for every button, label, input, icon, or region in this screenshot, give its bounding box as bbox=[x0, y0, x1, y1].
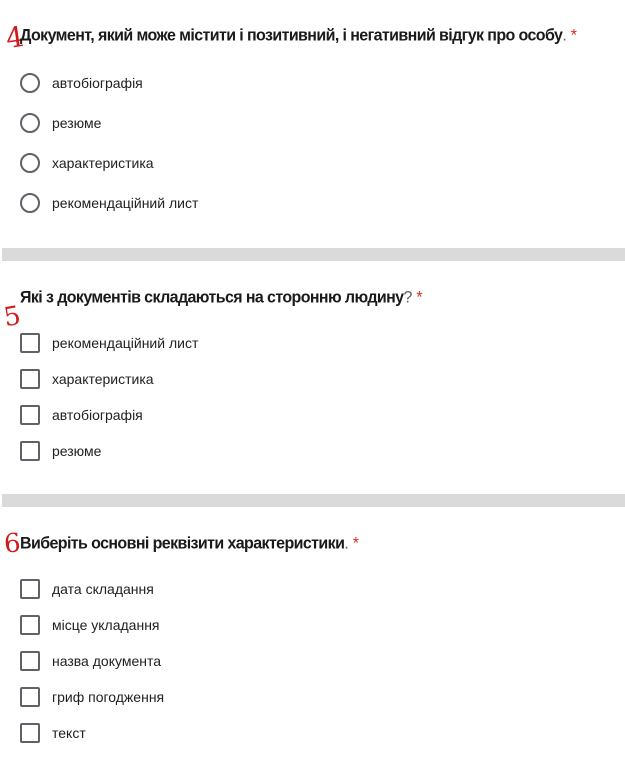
checkbox-option[interactable] bbox=[20, 403, 143, 427]
option-label: текст bbox=[52, 725, 86, 741]
radio-button[interactable] bbox=[20, 193, 40, 213]
radio-option[interactable] bbox=[20, 151, 154, 175]
question-punctuation: ? bbox=[403, 289, 413, 307]
question-title bbox=[20, 535, 359, 554]
handwritten-number-4: 4 bbox=[3, 19, 26, 56]
question-text: Документ, який може містити і позитивний, і негативний відгук про особу bbox=[20, 27, 563, 45]
handwritten-number-5: 5 bbox=[1, 300, 24, 334]
radio-option[interactable] bbox=[20, 191, 198, 215]
checkbox-option[interactable] bbox=[20, 331, 198, 355]
option-label: рекомендаційний лист bbox=[52, 335, 199, 351]
section-divider bbox=[2, 494, 625, 507]
question-punctuation: . bbox=[562, 27, 567, 45]
checkbox-option[interactable] bbox=[20, 721, 86, 745]
checkbox-option[interactable] bbox=[20, 367, 154, 391]
radio-button[interactable] bbox=[20, 113, 40, 133]
checkbox-option[interactable] bbox=[20, 613, 160, 637]
radio-option[interactable] bbox=[20, 71, 143, 95]
option-label: назва документа bbox=[52, 653, 161, 669]
checkbox[interactable] bbox=[20, 723, 40, 743]
option-label: рекомендаційний лист bbox=[52, 195, 199, 211]
checkbox-option[interactable] bbox=[20, 439, 101, 463]
required-asterisk: * bbox=[352, 535, 359, 553]
option-label: характеристика bbox=[52, 371, 154, 387]
option-label: автобіографія bbox=[52, 75, 143, 91]
question-text: Виберіть основні реквізити характеристики bbox=[20, 535, 345, 553]
option-label: автобіографія bbox=[52, 407, 143, 423]
option-label: характеристика bbox=[52, 155, 154, 171]
checkbox[interactable] bbox=[20, 615, 40, 635]
required-asterisk: * bbox=[570, 27, 578, 45]
option-label: резюме bbox=[52, 443, 102, 459]
question-title bbox=[20, 27, 577, 46]
radio-option[interactable] bbox=[20, 111, 101, 135]
question-text: Які з документів складаються на сторонню людину bbox=[20, 289, 404, 307]
option-label: дата складання bbox=[52, 581, 154, 597]
checkbox[interactable] bbox=[20, 441, 40, 461]
option-label: місце укладання bbox=[52, 617, 160, 633]
radio-button[interactable] bbox=[20, 73, 40, 93]
checkbox-option[interactable] bbox=[20, 577, 154, 601]
checkbox-option[interactable] bbox=[20, 685, 164, 709]
option-label: резюме bbox=[52, 115, 102, 131]
required-asterisk: * bbox=[416, 289, 423, 307]
checkbox[interactable] bbox=[20, 579, 40, 599]
radio-button[interactable] bbox=[20, 153, 40, 173]
section-divider bbox=[2, 248, 625, 261]
checkbox[interactable] bbox=[20, 651, 40, 671]
checkbox[interactable] bbox=[20, 369, 40, 389]
checkbox[interactable] bbox=[20, 405, 40, 425]
question-title bbox=[20, 289, 423, 308]
option-label: гриф погодження bbox=[52, 689, 165, 705]
question-punctuation: . bbox=[344, 535, 349, 553]
checkbox-option[interactable] bbox=[20, 649, 161, 673]
checkbox[interactable] bbox=[20, 333, 40, 353]
handwritten-number-6: 6 bbox=[2, 528, 22, 560]
checkbox[interactable] bbox=[20, 687, 40, 707]
